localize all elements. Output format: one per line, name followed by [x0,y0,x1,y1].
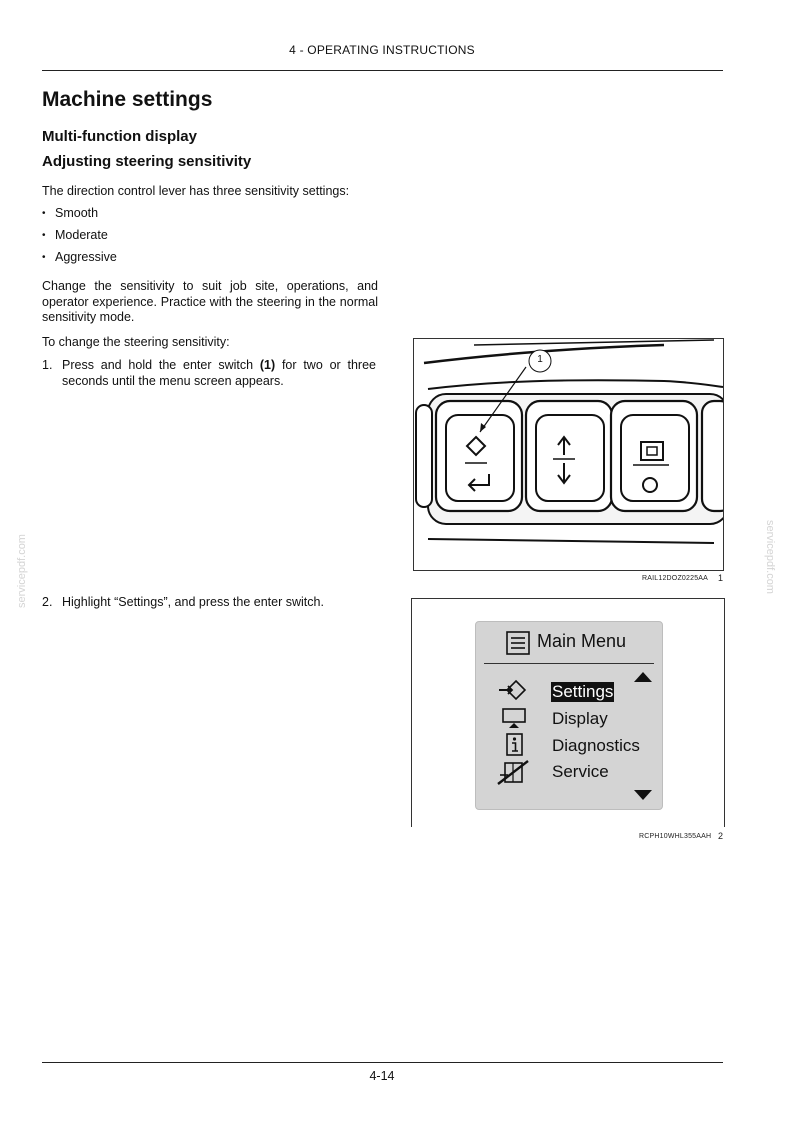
watermark-left: servicepdf.com [16,534,28,608]
step-text-part: Press and hold the enter switch [62,358,260,372]
page-number: 4-14 [369,1069,395,1083]
menu-item-settings[interactable]: Settings [552,682,614,701]
running-header: 4 - OPERATING INSTRUCTIONS [289,43,475,57]
switch-panel-figure [413,338,724,571]
figure-number: 1 [718,573,724,583]
footer-rule [42,1062,723,1063]
step-1 [42,358,376,389]
header-rule [42,70,723,71]
scroll-up-icon [634,672,652,682]
scroll-down-icon [634,790,652,800]
callout-number: 1 [537,354,543,365]
display-screen [475,621,663,810]
change-paragraph: Change the sensitivity to suit job site, operations, and operator experience. Practice with the steering in the normal sensitivity mode. [42,279,378,324]
menu-title: Main Menu [537,631,627,651]
list-item: • Moderate [42,228,117,250]
step-number: 2. [42,595,53,609]
figure-code: RCPH10WHL355AAH [639,833,712,840]
step-2 [42,595,376,611]
step-text-part: for two or three seconds until the menu screen appears. [62,358,376,388]
watermark-right: servicepdf.com [764,520,776,594]
menu-divider [484,663,654,664]
page-title: Machine settings [42,88,213,111]
menu-item-service[interactable]: Service [552,762,609,781]
step-text: Highlight “Settings”, and press the enter switch. [62,595,324,609]
list-item: • Aggressive [42,250,117,272]
list-item: • Smooth [42,206,117,228]
figure-code: RAIL12DOZ0225AA [642,575,709,582]
menu-list-icon [506,631,530,655]
section-heading: Multi-function display [42,128,197,145]
procedure-intro: To change the steering sensitivity: [42,335,230,349]
info-icon [506,733,524,757]
step-number: 1. [42,358,53,372]
wrench-icon [496,759,530,785]
monitor-icon [502,708,528,730]
figure-number: 2 [718,831,724,841]
switch-panel-illustration [414,339,723,570]
sensitivity-list [42,206,117,272]
callout-reference: (1) [259,358,276,372]
enter-arrow-icon [497,679,529,701]
step-text [62,358,376,389]
menu-item-diagnostics[interactable]: Diagnostics [552,736,640,755]
subsection-heading: Adjusting steering sensitivity [42,153,252,170]
menu-item-display[interactable]: Display [552,709,608,728]
intro-paragraph: The direction control lever has three sensitivity settings: [42,184,350,198]
